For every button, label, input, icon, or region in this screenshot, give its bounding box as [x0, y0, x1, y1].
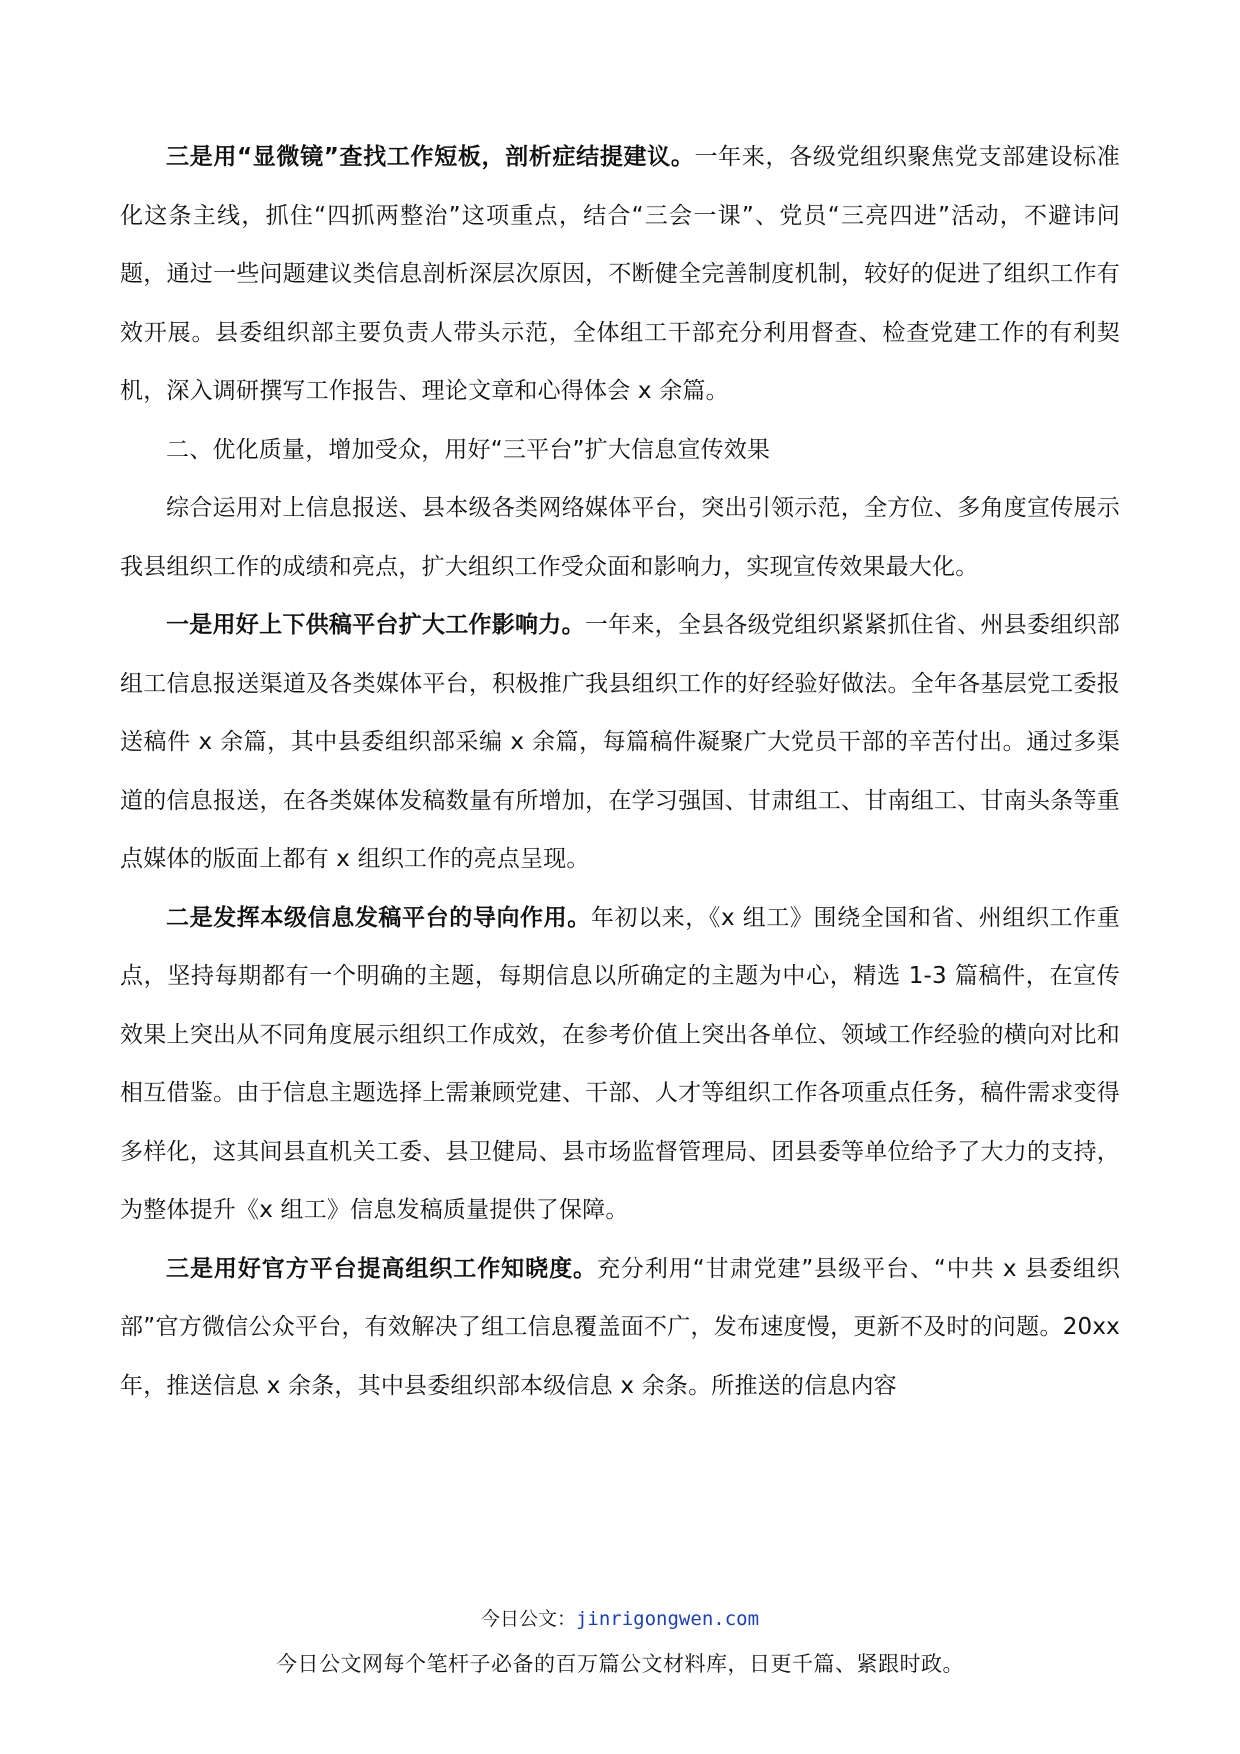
paragraph-text: 综合运用对上信息报送、县本级各类网络媒体平台，突出引领示范，全方位、多角度宣传展示我县组织工作的成绩和亮点，扩大组织工作受众面和影响力，实现宣传效果最大化。	[120, 495, 1120, 580]
paragraph-4	[120, 596, 1120, 889]
paragraph-text: 一年来，全县各级党组织紧紧抓住省、州县委组织部组工信息报送渠道及各类媒体平台，积极推广我县组织工作的好经验好做法。全年各基层党工委报送稿件 x 余篇，其中县委组织部采编 x 余篇，每篇稿件凝聚广大党员干部的辛苦付出。通过多渠道的信息报送，在各类媒体发稿数量有所增加，在学习强国、甘肃组工、甘南组工、甘南头条等重点媒体的版面上都有 x 组织工作的亮点呈现。	[120, 612, 1120, 872]
paragraph-1	[120, 128, 1120, 421]
paragraph-text: 二、优化质量，增加受众，用好“三平台”扩大信息宣传效果	[166, 436, 771, 463]
paragraph-lead: 三是用好官方平台提高组织工作知晓度。	[166, 1255, 597, 1282]
footer-site	[0, 1604, 1240, 1631]
paragraph-6	[120, 1240, 1120, 1416]
document-body	[120, 128, 1120, 1415]
paragraph-text: 年初以来，《x 组工》围绕全国和省、州组织工作重点，坚持每期都有一个明确的主题，每期信息以所确定的主题为中心，精选 1-3 篇稿件，在宣传效果上突出从不同角度展示组织工作成效，在参考价值上突出各单位、领域工作经验的横向对比和相互借鉴。由于信息主题选择上需兼顾党建、干部、人才等组织工作各项重点任务，稿件需求变得多样化，这其间县直机关工委、县卫健局、县市场监督管理局、团县委等单位给予了大力的支持，为整体提升《x 组工》信息发稿质量提供了保障。	[120, 904, 1120, 1223]
paragraph-3	[120, 479, 1120, 596]
footer-slogan: 今日公文网每个笔杆子必备的百万篇公文材料库，日更千篇、紧跟时政。	[276, 1652, 964, 1676]
paragraph-5	[120, 889, 1120, 1240]
paragraph-text: 充分利用“甘肃党建”县级平台、“中共 x 县委组织部”官方微信公众平台，有效解决了组工信息覆盖面不广，发布速度慢，更新不及时的问题。20xx 年，推送信息 x 余条，其中县委组织部本级信息 x 余条。所推送的信息内容	[120, 1255, 1120, 1399]
paragraph-lead: 二是发挥本级信息发稿平台的导向作用。	[166, 904, 591, 931]
footer-site-link[interactable]: jinrigongwen.com	[575, 1608, 760, 1630]
paragraph-text: 一年来，各级党组织聚焦党支部建设标准化这条主线，抓住“四抓两整治”这项重点，结合“三会一课”、党员“三亮四进”活动，不避讳问题，通过一些问题建议类信息剖析深层次原因，不断健全完善制度机制，较好的促进了组织工作有效开展。县委组织部主要负责人带头示范，全体组工干部充分利用督查、检查党建工作的有利契机，深入调研撰写工作报告、理论文章和心得体会 x 余篇。	[120, 144, 1120, 404]
section-heading	[120, 421, 1120, 480]
footer-site-label: 今日公文：	[480, 1608, 576, 1630]
paragraph-lead: 一是用好上下供稿平台扩大工作影响力。	[166, 612, 585, 638]
paragraph-lead: 三是用“显微镜”查找工作短板，剖析症结提建议。	[166, 144, 695, 170]
